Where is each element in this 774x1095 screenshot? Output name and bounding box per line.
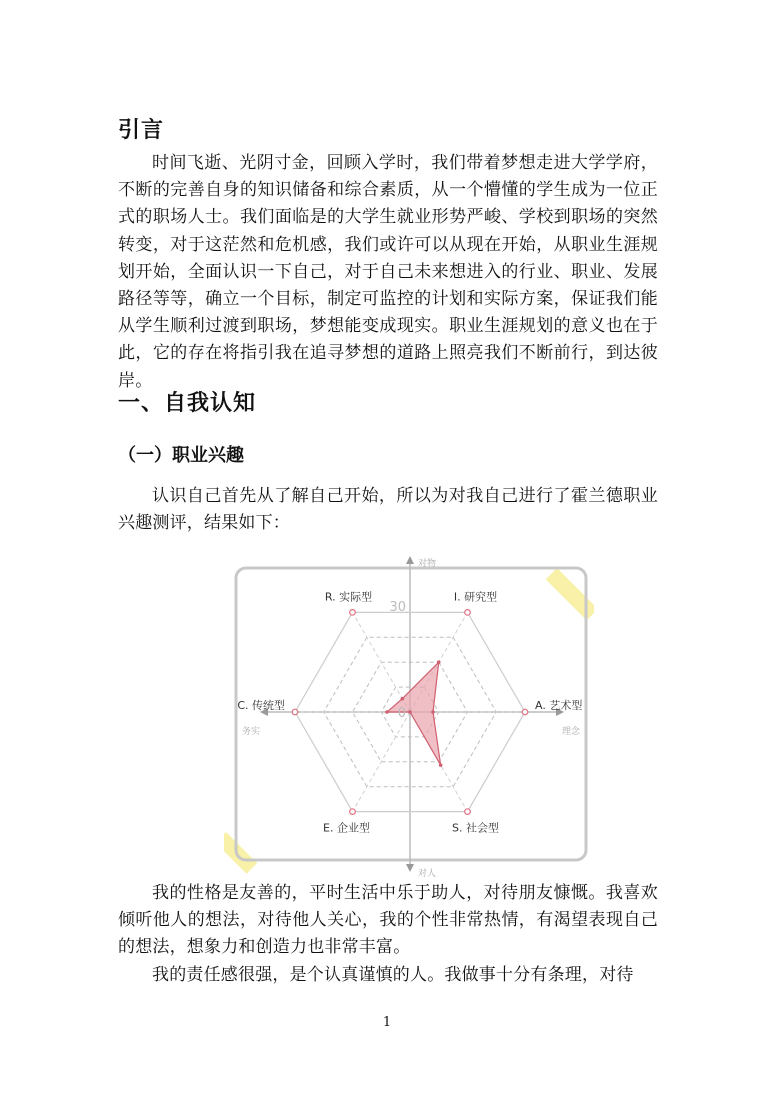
subsection1-heading: （一）职业兴趣: [118, 445, 244, 466]
subsection1-paragraph: 认识自己首先从了解自己开始，所以为对我自己进行了霍兰德职业兴趣测评，结果如下：: [118, 486, 658, 534]
section1-heading: 一、自我认知: [118, 391, 257, 416]
vertex-marker-2: [522, 709, 528, 715]
data-point-6: [401, 697, 405, 701]
intro-heading: 引言: [118, 118, 165, 143]
dimension-label-bottom: 对人: [418, 869, 437, 879]
paragraph-personality: 我的性格是友善的，平时生活中乐于助人，对待朋友慷慨。我喜欢倾听他人的想法，对待他人关心，我的个性非常热情，有渴望表现自己的想法，想象力和创造力也非常丰富。: [118, 883, 658, 958]
axis-label-1: I. 研究型: [453, 590, 498, 604]
dimension-label-right: 理念: [562, 727, 581, 737]
intro-paragraph: 时间飞逝、光阴寸金，回顾入学时，我们带着梦想走进大学学府，不断的完善自身的知识储备和综合素质，从一个懵懂的学生成为一位正式的职场人士。我们面临是的大学生就业形势严峻、学校到职场的突然转变，对于这茫然和危机感，我们或许可以从现在开始，从职业生涯规划开始，全面认识一下自己，对于自己未来想进入的行业、职业、发展路径等等，确立一个目标，制定可监控的计划和实际方案，保证我们能从学生顺利过渡到职场，梦想能变成现实。职业生涯规划的意义也在于此，它的存在将指引我在追寻梦想的道路上照亮我们不断前行，到达彼岸。: [118, 153, 658, 391]
holland-radar-chart: [224, 550, 594, 880]
data-point-4: [408, 710, 412, 714]
axis-label-6: R. 实际型: [324, 590, 373, 604]
vertex-marker-1: [465, 610, 471, 616]
tick-label-30: 30: [389, 600, 406, 615]
axis-label-5: C. 传统型: [237, 699, 285, 712]
arrow-up: [406, 556, 414, 564]
data-point-5: [385, 710, 389, 714]
data-point-2: [431, 710, 435, 714]
vertex-marker-6: [350, 610, 356, 616]
vertex-marker-4: [350, 809, 356, 815]
radar-svg: [224, 550, 594, 880]
data-point-1: [437, 660, 441, 664]
highlight-mark-bottom-left: [224, 832, 257, 874]
data-point-3: [439, 763, 443, 767]
axis-label-2: A. 艺术型: [535, 699, 583, 712]
vertex-marker-5: [292, 709, 298, 715]
dimension-label-left: 务实: [242, 727, 261, 737]
axis-label-3: S. 社会型: [452, 821, 499, 835]
dimension-label-top: 对物: [418, 559, 437, 569]
vertex-marker-3: [465, 809, 471, 815]
paragraph-responsibility: 我的责任感很强，是个认真谨慎的人。我做事十分有条理，对待: [152, 965, 634, 985]
page-number: 1: [382, 1015, 392, 1030]
arrow-down: [406, 864, 414, 872]
axis-label-4: E. 企业型: [323, 821, 370, 835]
tick-label-0: 0: [397, 706, 406, 721]
